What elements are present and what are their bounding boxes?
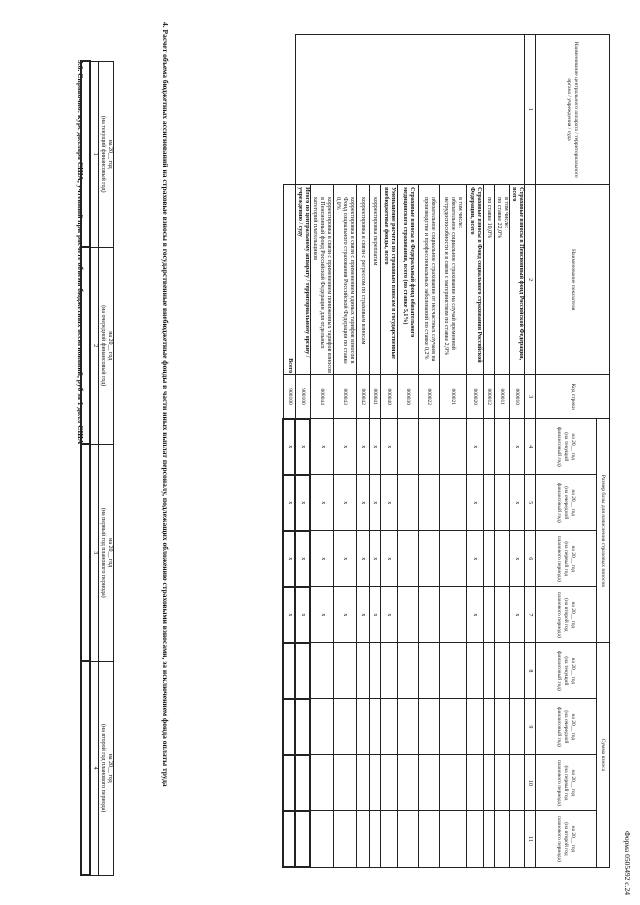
usd-rate-header-2: на 20__ год (на очередной финансовый год) <box>99 247 114 444</box>
row-value-cell[interactable] <box>484 699 495 755</box>
row-code: 000041 <box>370 375 381 419</box>
col-num-1: 1 <box>525 35 536 185</box>
row-value-cell[interactable] <box>495 587 510 643</box>
row-code: 000012 <box>484 375 495 419</box>
row-value-cell[interactable] <box>398 587 419 643</box>
row-value-cell[interactable] <box>357 699 370 755</box>
row-indicator-name: Страховые взносы в Фонд социального страхования Российской Федерации, всего <box>467 185 484 375</box>
row-value-cell[interactable] <box>284 643 296 699</box>
row-cell-mark: x <box>510 587 525 643</box>
row-value-cell[interactable] <box>440 699 467 755</box>
row-value-cell[interactable] <box>334 755 357 811</box>
row-cell-mark: x <box>334 531 357 587</box>
row-value-cell[interactable] <box>419 587 440 643</box>
row-cell-mark: x <box>311 475 334 531</box>
row-value-cell[interactable] <box>419 419 440 475</box>
row-cell-mark: x <box>381 587 398 643</box>
row-value-cell[interactable] <box>440 643 467 699</box>
row-value-cell[interactable] <box>398 531 419 587</box>
row-value-cell[interactable] <box>419 811 440 867</box>
header-code: Код строки <box>536 375 610 419</box>
header-sum-plan2: на 20__ год (на второй год планового периода) <box>536 811 597 867</box>
row-code: 000030 <box>398 375 419 419</box>
row-value-cell[interactable] <box>398 419 419 475</box>
row-code: 000010 <box>510 375 525 419</box>
header-base-current: на 20__ год (на текущий финансовый год) <box>536 419 597 475</box>
row-value-cell[interactable] <box>419 475 440 531</box>
row-value-cell[interactable] <box>467 755 484 811</box>
row-cell-mark: x <box>370 419 381 475</box>
usd-rate-header-row <box>99 61 114 875</box>
row-cell-mark: x <box>296 475 311 531</box>
row-cell-mark: x <box>370 587 381 643</box>
row-value-cell[interactable] <box>398 811 419 867</box>
row-value-cell[interactable] <box>284 811 296 867</box>
row-value-cell[interactable] <box>510 755 525 811</box>
table-body <box>284 35 525 868</box>
row-cell-mark: x <box>284 475 296 531</box>
row-indicator-name: в том числе: обязательное социальное страхование на случай временной нетрудоспособности и в связи с материнством по ставке 2,9% <box>440 185 467 375</box>
col-num-9: 9 <box>525 699 536 755</box>
row-cell-mark: x <box>510 531 525 587</box>
header-indicator: Наименование показателя <box>536 185 610 375</box>
section-4-title: 4. Расчет объема бюджетных ассигнований на страховые взносы в государственные внебюджетные фонды в части иных выплат персоналу, подлежащих обложению страховыми взносами, за исключением фонда оплаты труда <box>161 22 170 787</box>
row-value-cell[interactable] <box>284 699 296 755</box>
row-value-cell[interactable] <box>419 755 440 811</box>
row-value-cell[interactable] <box>467 811 484 867</box>
col-num-5: 5 <box>525 475 536 531</box>
row-cell-mark: x <box>381 531 398 587</box>
usd-rate-number-4: 4 <box>90 661 99 875</box>
row-value-cell[interactable] <box>510 699 525 755</box>
row-value-cell[interactable] <box>334 699 357 755</box>
row-value-cell[interactable] <box>357 643 370 699</box>
row-cell-mark: x <box>311 531 334 587</box>
row-value-cell[interactable] <box>495 643 510 699</box>
col-num-4: 4 <box>525 419 536 475</box>
header-base-group: Размер базы для начисления страховых взносов <box>597 419 610 643</box>
row-cell-mark: x <box>296 531 311 587</box>
col-num-2: 2 <box>525 185 536 375</box>
header-sum-current: на 20__ год (на текущий финансовый год) <box>536 643 597 699</box>
col-num-10: 10 <box>525 755 536 811</box>
row-value-cell[interactable] <box>311 755 334 811</box>
header-sum-group: Сумма взноса <box>597 643 610 867</box>
usd-rate-number-3: 3 <box>90 444 99 661</box>
row-value-cell[interactable] <box>440 587 467 643</box>
row-indicator-name: в том числе: по ставке 22,0% <box>495 185 510 375</box>
header-row-groups <box>597 35 610 868</box>
row-cell-mark: x <box>510 419 525 475</box>
row-value-cell[interactable] <box>510 811 525 867</box>
row-value-cell[interactable] <box>510 643 525 699</box>
row-indicator-name: Страховые взносы в Пенсионный фонд Российской Федерации, всего <box>510 185 525 375</box>
row-indicator-name: Итого по центральному аппарату / территориальному органу / учреждению / суду <box>296 185 311 375</box>
row-value-cell[interactable] <box>381 811 398 867</box>
row-value-cell[interactable] <box>495 755 510 811</box>
row-value-cell[interactable] <box>495 699 510 755</box>
row-cell-mark: x <box>334 475 357 531</box>
row-cell-mark: x <box>296 587 311 643</box>
col-num-6: 6 <box>525 531 536 587</box>
usd-rate-value-4[interactable] <box>81 661 90 875</box>
row-value-cell[interactable] <box>484 475 495 531</box>
usd-rate-value-1[interactable] <box>81 61 90 247</box>
table-row <box>510 35 525 868</box>
row-value-cell[interactable] <box>370 811 381 867</box>
total-spacer <box>284 35 296 185</box>
row-value-cell[interactable] <box>311 643 334 699</box>
row-value-cell[interactable] <box>495 531 510 587</box>
usd-rate-number-2: 2 <box>90 247 99 444</box>
row-code: 000042 <box>357 375 370 419</box>
row-value-cell[interactable] <box>495 419 510 475</box>
row-value-cell[interactable] <box>381 699 398 755</box>
usd-rate-value-2[interactable] <box>81 247 90 444</box>
row-cell-mark: x <box>284 531 296 587</box>
row-value-cell[interactable] <box>419 531 440 587</box>
row-value-cell[interactable] <box>357 755 370 811</box>
table-row <box>284 35 296 868</box>
row-value-cell[interactable] <box>495 811 510 867</box>
row-value-cell[interactable] <box>357 811 370 867</box>
row-code: 900100 <box>296 375 311 419</box>
row-value-cell[interactable] <box>484 811 495 867</box>
col-num-8: 8 <box>525 643 536 699</box>
row-indicator-name: по ставке 10,0% <box>484 185 495 375</box>
row-value-cell[interactable] <box>296 755 311 811</box>
row-cell-mark: x <box>467 531 484 587</box>
row-cell-mark: x <box>284 587 296 643</box>
row-cell-mark: x <box>357 475 370 531</box>
row-cell-mark: x <box>510 475 525 531</box>
row-cell-mark: x <box>357 587 370 643</box>
row-value-cell[interactable] <box>398 643 419 699</box>
row-value-cell[interactable] <box>419 699 440 755</box>
row-value-cell[interactable] <box>495 475 510 531</box>
row-cell-mark: x <box>370 531 381 587</box>
row-cell-mark: x <box>467 475 484 531</box>
usd-rate-header-3: на 20__ год (на первый год планового периода) <box>99 444 114 661</box>
row-cell-mark: x <box>381 475 398 531</box>
row-cell-mark: x <box>311 587 334 643</box>
row-indicator-name: обязательное социальное страхование от несчастных случаев на производстве и профессиональных заболеваний по ставке 0,2% <box>419 185 440 375</box>
col-num-7: 7 <box>525 587 536 643</box>
row-cell-mark: x <box>357 419 370 475</box>
row-cell-mark: x <box>357 531 370 587</box>
row-code: 900100 <box>284 375 296 419</box>
insurance-contributions-table <box>283 34 611 868</box>
row-code: 000020 <box>467 375 484 419</box>
row-value-cell[interactable] <box>334 811 357 867</box>
row-value-cell[interactable] <box>440 419 467 475</box>
row-indicator-name: Страховые взносы в Федеральный фонд обязательного медицинского страхования, всего (по ставке 5,1%) <box>398 185 419 375</box>
usd-rate-value-row <box>81 61 90 875</box>
row-value-cell[interactable] <box>484 587 495 643</box>
row-value-cell[interactable] <box>381 643 398 699</box>
row-code: 000044 <box>311 375 334 419</box>
row-value-cell[interactable] <box>484 643 495 699</box>
header-base-plan1: на 20__ год (на первый год планового периода) <box>536 531 597 587</box>
row-value-cell[interactable] <box>296 643 311 699</box>
usd-rate-value-3[interactable] <box>81 444 90 661</box>
usd-rate-header-4: на 20__ год (на второй год планового периода) <box>99 661 114 875</box>
row-value-cell[interactable] <box>484 755 495 811</box>
row-value-cell[interactable] <box>370 755 381 811</box>
row-cell-mark: x <box>284 419 296 475</box>
row-value-cell[interactable] <box>311 699 334 755</box>
row-value-cell[interactable] <box>467 643 484 699</box>
col-num-11: 11 <box>525 811 536 867</box>
row-value-cell[interactable] <box>440 531 467 587</box>
row-value-cell[interactable] <box>398 475 419 531</box>
row-code: 000011 <box>495 375 510 419</box>
row-cell-mark: x <box>381 419 398 475</box>
row-indicator-name: Уменьшение расчета по страховым взносам в государственные внебюджетные фонды, всего <box>381 185 398 375</box>
row-value-cell[interactable] <box>381 755 398 811</box>
row-value-cell[interactable] <box>334 643 357 699</box>
row-cell-mark: x <box>311 419 334 475</box>
row-indicator-name: корректировка переплатам <box>370 185 381 375</box>
row-cell-mark: x <box>467 587 484 643</box>
row-value-cell[interactable] <box>296 811 311 867</box>
row-cell-mark: x <box>334 419 357 475</box>
row-value-cell[interactable] <box>467 699 484 755</box>
header-sum-next: на 20__ год (на очередной финансовый год) <box>536 699 597 755</box>
row-cell-mark: x <box>334 587 357 643</box>
usd-rate-number-row <box>90 61 99 875</box>
usd-rate-table <box>80 60 114 876</box>
org-name-cell[interactable] <box>296 35 525 185</box>
row-value-cell[interactable] <box>440 755 467 811</box>
section-36-title: 3.6. Справочно: курс доллара США, учтенный при расчете объема бюджетных ассигнований, руб за 1 долл США <box>76 60 85 445</box>
row-value-cell[interactable] <box>398 699 419 755</box>
header-base-plan2: на 20__ год (на второй год планового периода) <box>536 587 597 643</box>
header-sum-plan1: на 20__ год (на первый год планового периода) <box>536 755 597 811</box>
row-code: 000040 <box>381 375 398 419</box>
row-value-cell[interactable] <box>398 755 419 811</box>
form-code: Форма 0505492 с.24 <box>623 830 632 895</box>
row-value-cell[interactable] <box>440 475 467 531</box>
column-number-row <box>525 35 536 868</box>
row-value-cell[interactable] <box>484 531 495 587</box>
row-value-cell[interactable] <box>296 699 311 755</box>
header-org: Наименование центрального аппарата / территориального органа / учреждения / суда <box>536 35 610 185</box>
header-base-next: на 20__ год (на очередной финансовый год) <box>536 475 597 531</box>
row-indicator-name: Всего <box>284 185 296 375</box>
col-num-3: 3 <box>525 375 536 419</box>
row-code: 000022 <box>419 375 440 419</box>
row-value-cell[interactable] <box>370 699 381 755</box>
row-value-cell[interactable] <box>311 811 334 867</box>
usd-rate-header-1: на 20__ год (на текущий финансовый год) <box>99 61 114 247</box>
row-value-cell[interactable] <box>419 643 440 699</box>
row-indicator-name: корректировка в связи с применением пониженных тарифов взносов в Пенсионный фонд Российской Федерации для отдельных категорий плательщиков <box>311 185 334 375</box>
row-indicator-name: корректировка в связи с регрессом по страховым взносам <box>357 185 370 375</box>
usd-rate-number-1: 1 <box>90 61 99 247</box>
row-value-cell[interactable] <box>440 811 467 867</box>
row-cell-mark: x <box>467 419 484 475</box>
row-cell-mark: x <box>370 475 381 531</box>
row-code: 000043 <box>334 375 357 419</box>
row-cell-mark: x <box>296 419 311 475</box>
row-indicator-name: корректировка в связи с применением единых тарифов взносов в Фонд социального страхования Российской Федерации по ставке 0,0% <box>334 185 357 375</box>
row-value-cell[interactable] <box>370 643 381 699</box>
row-value-cell[interactable] <box>284 755 296 811</box>
row-code: 000021 <box>440 375 467 419</box>
row-value-cell[interactable] <box>484 419 495 475</box>
